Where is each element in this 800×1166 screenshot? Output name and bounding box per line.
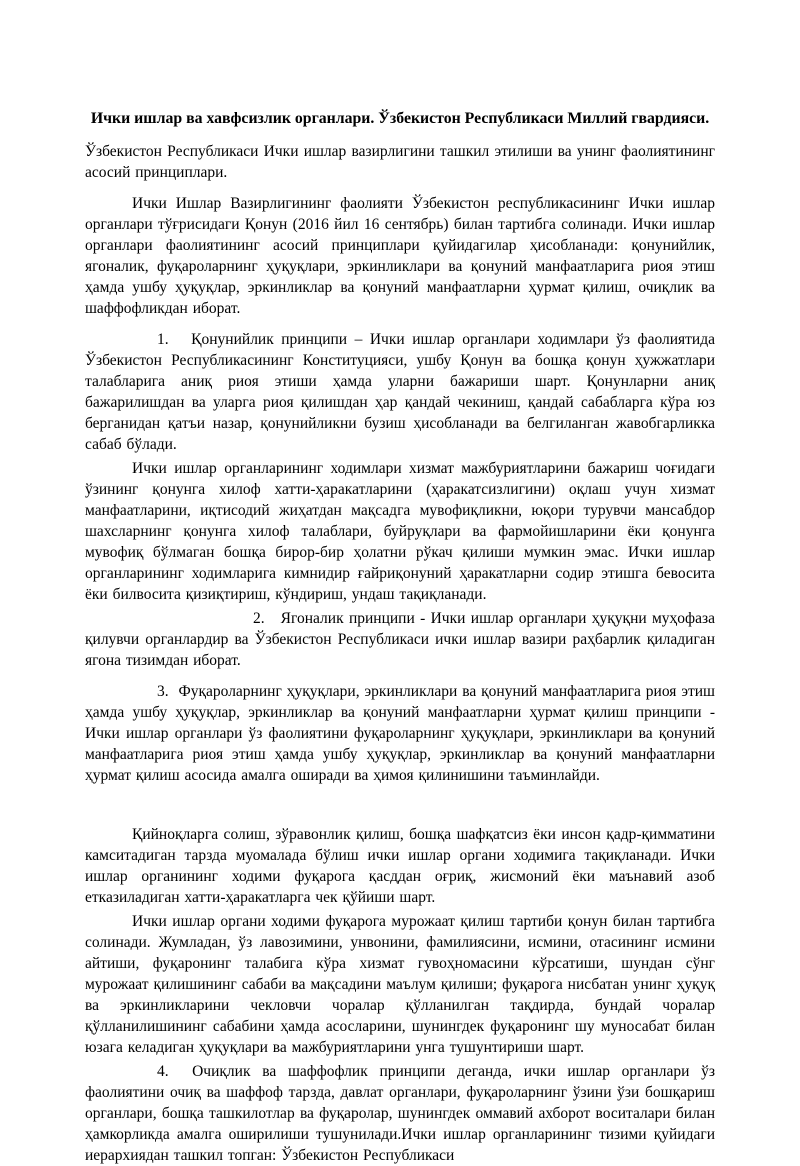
paragraph-intro: Ўзбекистон Республикаси Ички ишлар вазирлигини ташкил этилиши ва унинг фаолиятининг асосий принциплари. (85, 143, 715, 181)
paragraph-principle-3-rights: 3. Фуқароларнинг ҳуқуқлари, эркинликлари ва қонуний манфаатларига риоя этиш ҳамда ушбу ҳуқуқлар, эркинликлар ва қонуний манфаатларни ҳурмат қилиш принципи - Ички ишлар органлари ўз фаолиятини фуқароларнинг ҳуқуқлари, эркинликлари ва қонуний манфаатларига риоя этиш ҳамда ушбу ҳуқуқлар, эркинликлар ва қонуний манфаатларни ҳурмат қилиш асосида амалга оширади ва ҳимоя қилинишини таъминлайди. (85, 683, 715, 784)
paragraph-duties: Ички ишлар органларининг ходимлари хизмат мажбуриятларини бажариш чоғидаги ўзининг қонунга хилоф хатти-ҳаракатларини (ҳаракатсизлигини) оқлаш учун хизмат манфаатларини, иқтисодий жиҳатдан мақсадга мувофиқликни, юқори турувчи мансабдор шахсларнинг қонунга хилоф талаблари, буйруқлари ва фармойишларини ёки қонунга мувофиқ бўлмаган бошқа бирор-бир ҳолатни рўкач қилиши мумкин эмас. Ички ишлар органларининг ходимларига кимнидир ғайриқонуний ҳаракатларни содир этишга бевосита ёки билвосита қизиқтириш, кўндириш, ундаш тақиқланади. (85, 460, 715, 603)
paragraph-citizen-address-procedure: Ички ишлар органи ходими фуқарога мурожаат қилиш тартиби қонун билан тартибга солинади. Жумладан, ўз лавозимини, унвонини, фамилиясини, исмини, отасининг исмини айтиши, фуқаронинг талабига кўра хизмат гувоҳномасини кўрсатиши, шундан сўнг мурожаат қилишининг сабаби ва мақсадини маълум қилиши; фуқарога нисбатан унинг ҳуқуқ ва эркинликларини чекловчи чоралар қўлланилган тақдирда, бундай чоралар қўлланилишининг сабабини ҳамда асосларини, шунингдек фуқаронинг шу муносабат билан юзага келадиган ҳуқуқлари ва мажбуриятларини унга тушунтириши шарт. (85, 913, 715, 1056)
paragraph-principle-2-unity: 2. Ягоналик принципи - Ички ишлар органлари ҳуқуқни муҳофаза қилувчи органлардир ва Ўзбекистон Республикаси ички ишлар вазири раҳбарлик қиладиган ягона тизимдан иборат. (85, 610, 715, 669)
paragraph-law-overview: Ички Ишлар Вазирлигининг фаолияти Ўзбекистон республикасининг Ички ишлар органлари тўғрисидаги Қонун (2016 йил 16 сентябрь) билан тартибга солинади. Ички ишлар органлари фаолиятининг асосий принциплари қуйидагилар ҳисобланади: қонунийлик, ягоналик, фуқароларнинг ҳуқуқлари, эркинликлари ва қонуний манфаатларига риоя этиш ҳамда ушбу ҳуқуқлар, эркинликлар ва қонуний манфаатларни ҳурмат қилиш, очиқлик ва шаффофликдан иборат. (85, 195, 715, 317)
paragraph-principle-1-legality: 1. Қонунийлик принципи – Ички ишлар органлари ходимлари ўз фаолиятида Ўзбекистон Республикасининг Конституцияси, ушбу Қонун ва бошқа қонун ҳужжатлари талабларига аниқ риоя этиши ҳамда уларни бажариши шарт. Қонунларни аниқ бажарилишдан ва уларга риоя қилишдан ҳар қандай чекиниш, қандай сабабларга кўра юз берганидан қатъи назар, қонунийликни бузиш ҳисобланади ва белгиланган жавобгарликка сабаб бўлади. (85, 331, 715, 453)
paragraph-torture-prohibition: Қийноқларга солиш, зўравонлик қилиш, бошқа шафқатсиз ёки инсон қадр-қимматини камситадиган тарзда муомалада бўлиш ички ишлар органи ходимига тақиқланади. Ички ишлар органининг ходими фуқарога қасддан оғриқ, жисмоний ёки маънавий азоб етказиладиган хатти-ҳаракатларга чек қўйиши шарт. (85, 826, 715, 906)
paragraph-principle-4-openness: 4. Очиқлик ва шаффофлик принципи деганда, ички ишлар органлари ўз фаолиятини очиқ ва шаффоф тарзда, давлат органлари, фуқароларнинг ўзини ўзи бошқариш органлари, бошқа ташкилотлар ва фуқаролар, шунингдек оммавий ахборот воситалари билан ҳамкорликда амалга оширилиши тушунилади.Ички ишлар органларининг тизими қуйидаги иерархиядан ташкил топган: Ўзбекистон Республикаси (85, 1063, 715, 1164)
document-title: Ички ишлар ва хавфсизлик органлари. Ўзбекистон Республикаси Миллий гвардияси. (90, 110, 710, 127)
